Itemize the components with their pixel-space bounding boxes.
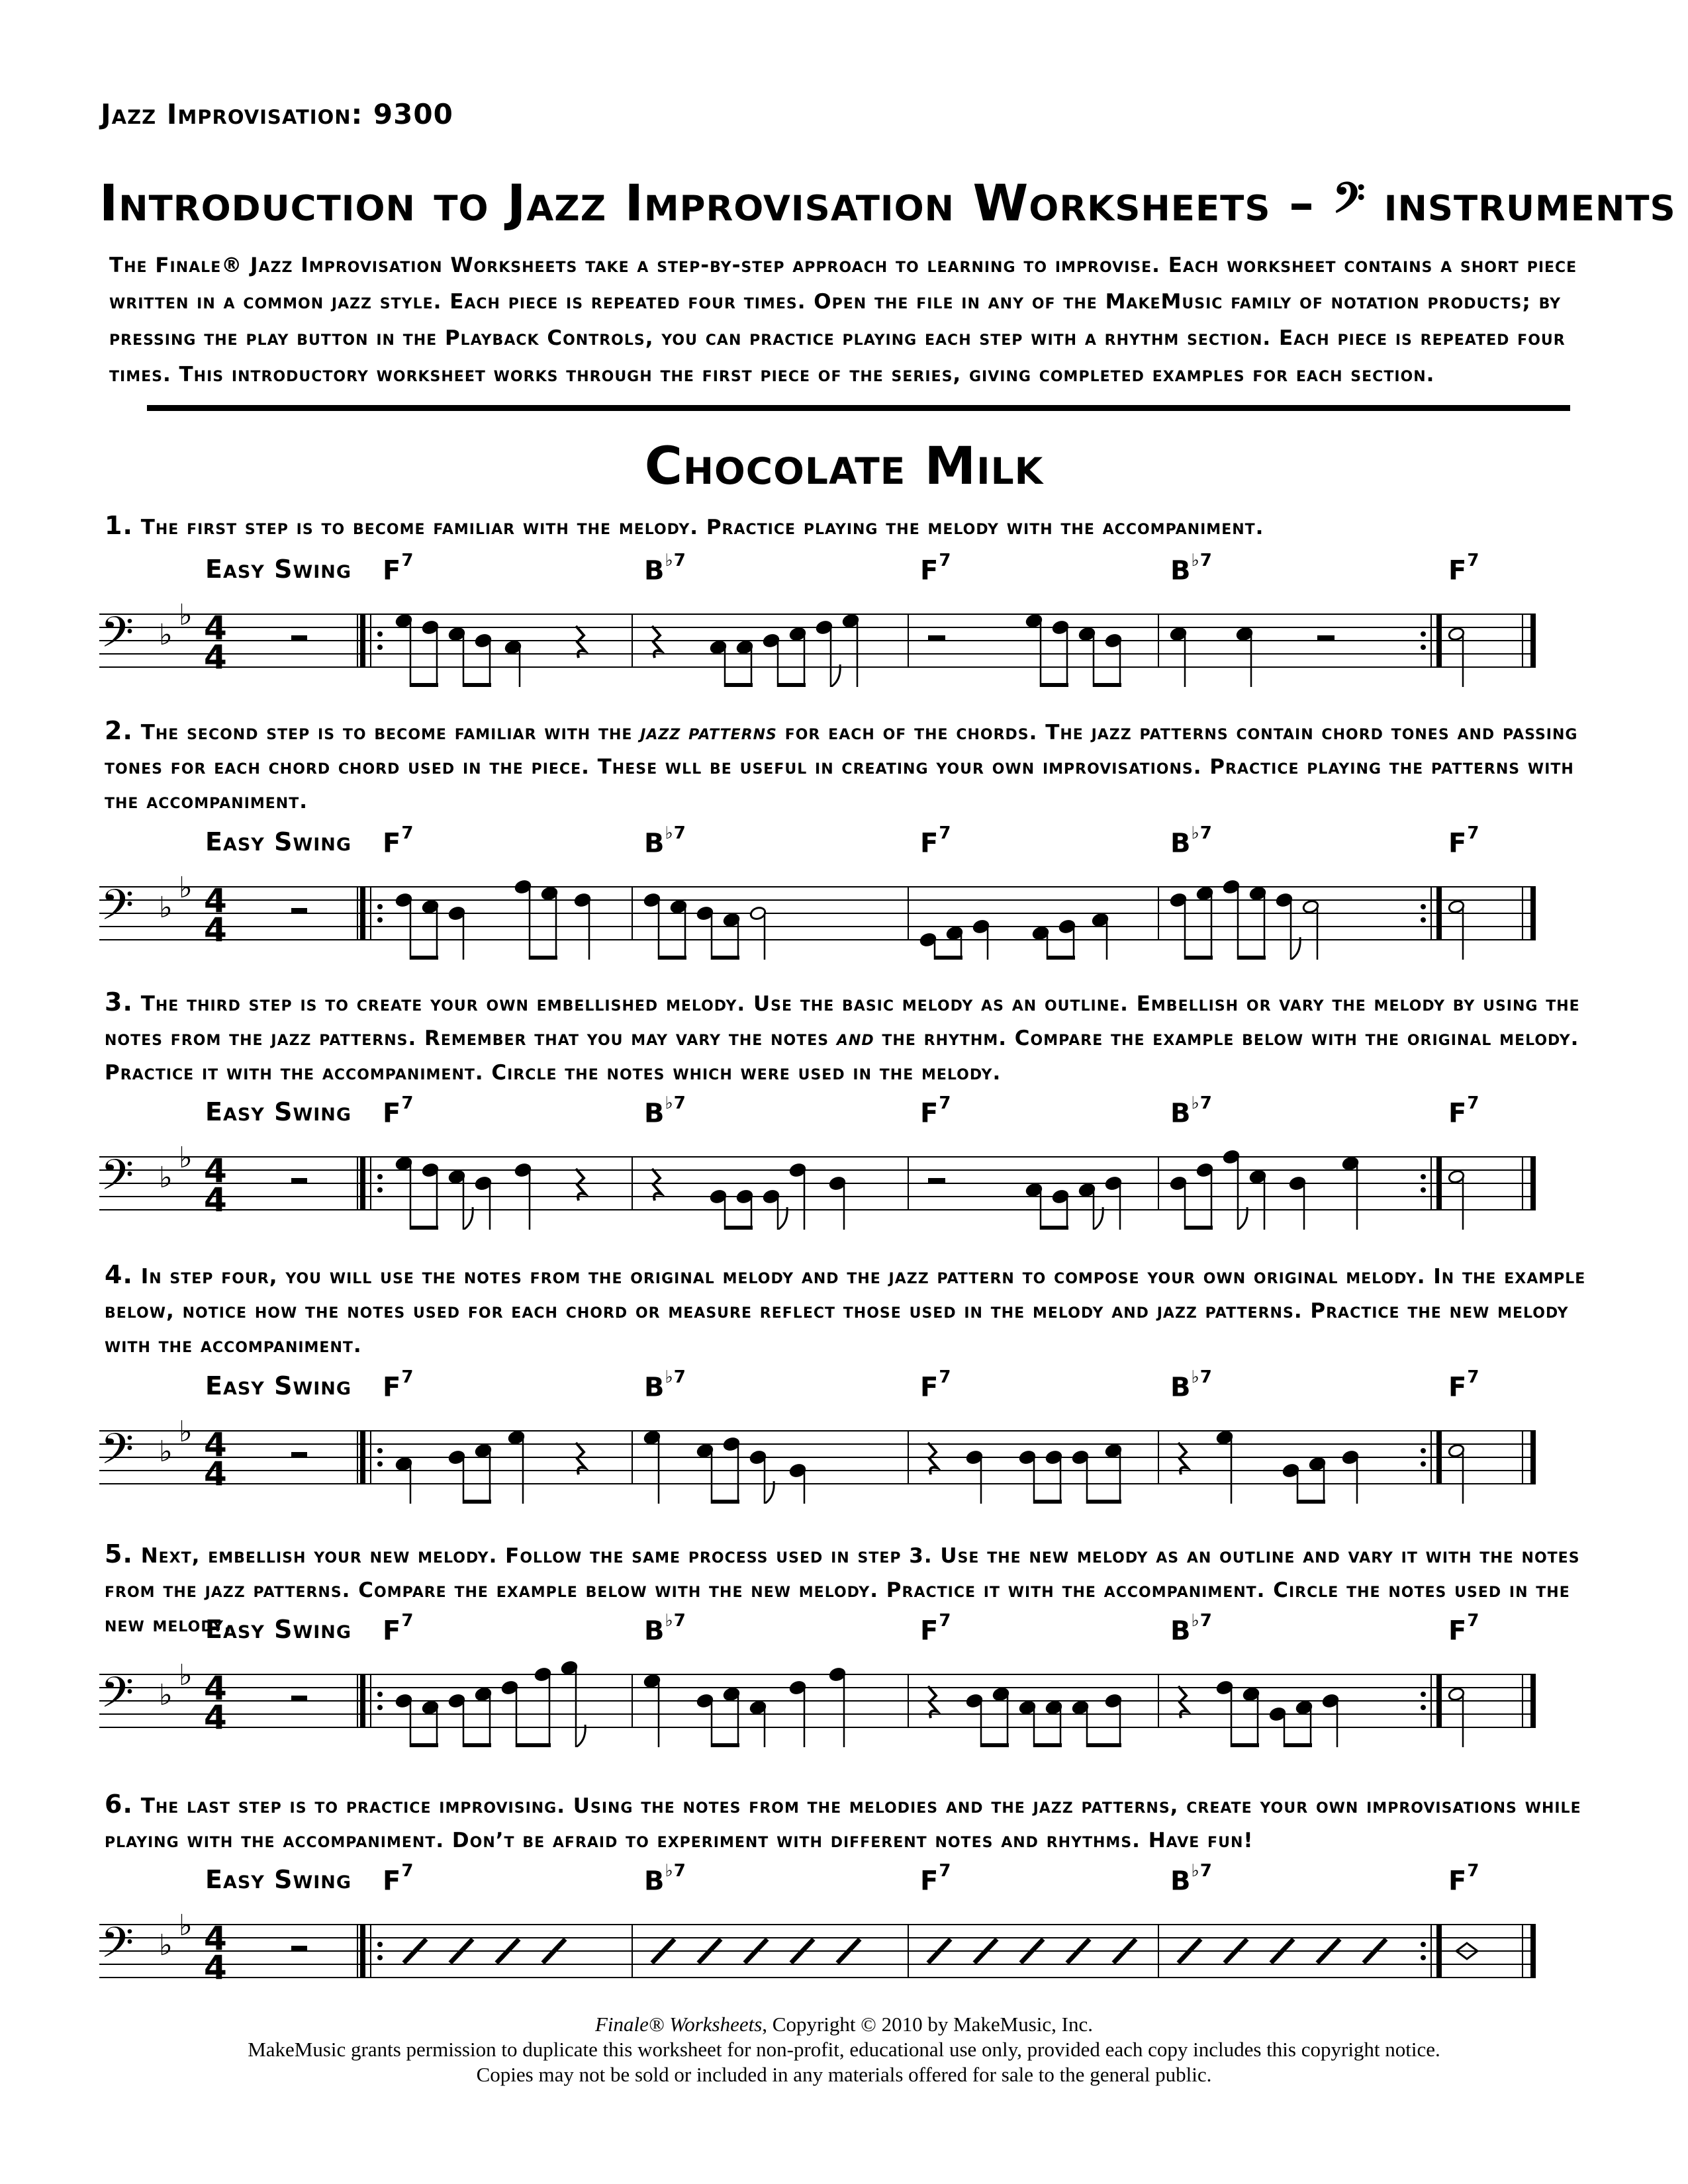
beam <box>711 1500 739 1504</box>
beam <box>1040 683 1068 687</box>
time-signature-bottom: 4 <box>204 1181 227 1219</box>
beam <box>410 956 438 960</box>
flag <box>463 1207 473 1230</box>
beam <box>410 683 438 687</box>
bass-clef-icon: 𝄢 <box>101 1668 134 1728</box>
step-number: 5. <box>105 1539 133 1569</box>
staff <box>93 860 1602 960</box>
chord-symbol: $B^{♭7}$ <box>1170 551 1213 586</box>
beam <box>516 1743 551 1747</box>
step-2-instructions <box>105 713 1594 819</box>
piece-title: Chocolate Milk <box>644 437 1044 496</box>
repeat-dot <box>1421 1461 1426 1467</box>
bass-clef-icon: 𝄢 <box>101 608 134 668</box>
tempo-marking: Easy Swing <box>205 1097 352 1126</box>
repeat-dot <box>1421 1942 1426 1947</box>
beam <box>711 1743 739 1747</box>
footer-line-1: Finale® Worksheets, Copyright © 2010 by MakeMusic, Inc. <box>595 2013 1093 2036</box>
step-emphasis: and <box>836 1026 874 1050</box>
chord-symbol: $F^7$ <box>1448 1861 1480 1897</box>
beam <box>1086 1500 1121 1504</box>
beam <box>1237 956 1266 960</box>
repeat-dot <box>1421 1448 1426 1453</box>
time-signature-bottom: 4 <box>204 638 227 676</box>
staff <box>93 1648 1602 1747</box>
step-6-instructions <box>105 1787 1594 1858</box>
footer-line-3: Copies may not be sold or included in any materials offered for sale to the general public. <box>476 2063 1212 2086</box>
chord-symbol: $F^7$ <box>920 1367 952 1403</box>
music-system-1 <box>93 551 1602 687</box>
repeat-dot <box>1421 1187 1426 1193</box>
chord-symbol: $F^7$ <box>1448 1367 1480 1403</box>
repeat-dot <box>377 1448 383 1453</box>
time-signature-top: 4 <box>204 1426 227 1464</box>
tempo-marking: Easy Swing <box>205 555 352 584</box>
beam <box>1040 1226 1068 1230</box>
quarter-rest <box>576 1169 585 1201</box>
half-rest <box>1317 635 1335 641</box>
beam <box>1033 1743 1062 1747</box>
beam <box>410 1226 438 1230</box>
copyright-footer <box>0 2012 1688 2087</box>
beam <box>463 1743 491 1747</box>
flag <box>778 1207 787 1230</box>
flat-icon: ♭ <box>159 618 173 652</box>
chord-symbol: $B^{♭7}$ <box>644 823 686 859</box>
intro-paragraph: The Finale® Jazz Improvisation Worksheets take a step-by-step approach to learning to improvise. Each worksheet contains a short piece written in a common jazz style. Each piece is repeated four times. Open the file in any of the MakeMusic family of notation products; by pressing the play button in the Playback Controls, you can practice playing each step with a rhythm section. Each piece is repeated four times. This introductory worksheet works through the first piece of the series, giving completed examples for each section. <box>109 253 1577 387</box>
bass-clef-icon: 𝄢 <box>101 1151 134 1210</box>
flat-icon: ♭ <box>159 1929 173 1962</box>
footer-line-2: MakeMusic grants permission to duplicate this worksheet for non-profit, educational use only, provided each copy includes this copyright notice. <box>248 2038 1440 2061</box>
flat-icon: ♭ <box>179 871 193 905</box>
step-emphasis: jazz patterns <box>640 721 777 745</box>
repeat-dot <box>1421 1705 1426 1710</box>
step-text: the rhythm. Compare the example below with the original melody. Practice it with the accompaniment. Circle the notes which were used in the melody. <box>105 1026 1579 1085</box>
time-signature-top: 4 <box>204 882 227 920</box>
beam <box>463 683 491 687</box>
chord-symbol: $B^{♭7}$ <box>644 1367 686 1403</box>
time-signature-bottom: 4 <box>204 1698 227 1737</box>
beam <box>1093 683 1121 687</box>
chord-symbol: $F^7$ <box>383 551 414 586</box>
flat-icon: ♭ <box>179 1909 193 1942</box>
repeat-dot <box>377 1461 383 1467</box>
beam <box>529 956 557 960</box>
chord-symbol: $F^7$ <box>383 1861 414 1897</box>
half-rest <box>291 1178 307 1183</box>
bass-clef-icon: 𝄢 <box>1333 173 1366 232</box>
flag <box>1291 937 1300 960</box>
staff <box>93 588 1602 687</box>
step-number: 6. <box>105 1790 133 1819</box>
flag <box>1238 1207 1247 1230</box>
chord-symbol: $B^{♭7}$ <box>644 1611 686 1647</box>
beam <box>1086 1743 1121 1747</box>
tempo-marking: Easy Swing <box>205 827 352 856</box>
step-number: 2. <box>105 716 133 745</box>
beam <box>1231 1743 1259 1747</box>
step-text: In step four, you will use the notes from the original melody and the jazz pattern to compose your own original melody. In the example below, notice how the notes used for each chord or measure reflect those used in the melody and jazz patterns. Practice the new melody with the accompaniment. <box>105 1265 1586 1357</box>
music-system-5 <box>93 1611 1602 1747</box>
chord-symbol: $B^{♭7}$ <box>1170 1861 1213 1897</box>
bass-clef-icon: 𝄢 <box>101 881 134 940</box>
chord-symbol: $F^7$ <box>1448 1611 1480 1647</box>
step-number: 1. <box>105 511 133 540</box>
quarter-rest <box>1178 1686 1188 1718</box>
tempo-marking: Easy Swing <box>205 1865 352 1894</box>
chord-symbol: $F^7$ <box>920 551 952 586</box>
beam <box>980 1743 1009 1747</box>
music-system-6 <box>93 1861 1602 1997</box>
beam <box>1047 956 1075 960</box>
chord-symbol: $F^7$ <box>920 1611 952 1647</box>
music-system-4 <box>93 1367 1602 1504</box>
beam <box>777 683 806 687</box>
flat-icon: ♭ <box>159 1161 173 1195</box>
quarter-rest <box>928 1686 937 1718</box>
repeat-dot <box>377 904 383 909</box>
time-signature-top: 4 <box>204 1919 227 1958</box>
step-text: for each of the chords. The jazz patterns contain chord tones and passing tones for each chord chord used in the piece. These wll be useful in creating your own improvisations. Practice playing the patterns with the accompaniment. <box>105 721 1578 813</box>
half-rest <box>928 635 945 641</box>
time-signature-bottom: 4 <box>204 1455 227 1493</box>
beam <box>1033 1500 1062 1504</box>
bass-clef-icon: 𝄢 <box>101 1919 134 1978</box>
repeat-dot <box>1421 631 1426 637</box>
repeat-dot <box>1421 917 1426 923</box>
chord-symbol: $F^7$ <box>1448 823 1480 859</box>
worksheet-title <box>99 173 1676 234</box>
flat-icon: ♭ <box>179 1415 193 1449</box>
flag <box>1094 1207 1103 1230</box>
chord-symbol: $B^{♭7}$ <box>1170 1093 1213 1129</box>
half-rest <box>291 1452 307 1457</box>
beam <box>1184 1226 1213 1230</box>
step-text: Next, embellish your new melody. Follow the same process used in step 3. Use the new melody as an outline and vary it with the notes from the jazz patterns. Compare the example below with the new melody. Practice it with the accompaniment. Circle the notes used in the new melody. <box>105 1544 1580 1637</box>
flag <box>576 1725 585 1747</box>
step-1-instructions <box>105 508 1594 545</box>
beam <box>1284 1743 1312 1747</box>
music-system-3 <box>93 1093 1602 1230</box>
flat-icon: ♭ <box>179 598 193 632</box>
half-rest <box>291 1946 307 1951</box>
chord-symbol: $F^7$ <box>383 1367 414 1403</box>
quarter-rest <box>1178 1443 1188 1475</box>
beam <box>1297 1500 1325 1504</box>
chord-symbol: $B^{♭7}$ <box>644 1093 686 1129</box>
flag <box>765 1481 774 1504</box>
tempo-marking: Easy Swing <box>205 1371 352 1400</box>
beam <box>410 1743 438 1747</box>
quarter-rest <box>576 1443 585 1475</box>
repeat-dot <box>1421 904 1426 909</box>
chord-symbol: $F^7$ <box>920 1861 952 1897</box>
chord-symbol: $F^7$ <box>920 1093 952 1129</box>
half-rest <box>291 635 307 641</box>
chord-symbol: $B^{♭7}$ <box>1170 1611 1213 1647</box>
chord-symbol: $F^7$ <box>1448 1093 1480 1129</box>
chord-symbol: $F^7$ <box>383 1093 414 1129</box>
chord-symbol: $F^7$ <box>1448 551 1480 586</box>
step-text: The first step is to become familiar with the melody. Practice playing the melody with the accompaniment. <box>140 516 1264 539</box>
title-text-end: instruments <box>1383 173 1676 232</box>
repeat-dot <box>377 1955 383 1960</box>
worksheet-code-label: Jazz Improvisation: 9300 <box>101 98 453 130</box>
music-system-2 <box>93 823 1602 960</box>
chord-symbol: $B^{♭7}$ <box>644 551 686 586</box>
quarter-rest <box>652 626 661 658</box>
time-signature-top: 4 <box>204 1152 227 1190</box>
step-number: 4. <box>105 1260 133 1289</box>
half-rest <box>291 908 307 913</box>
staff <box>93 1404 1602 1504</box>
step-text: The third step is to create your own embellished melody. Use the basic melody as an outline. Embellish or vary the melody by using the notes from the jazz patterns. Remember that you may vary the notes <box>105 992 1580 1050</box>
repeat-dot <box>1421 1955 1426 1960</box>
beam <box>1184 956 1213 960</box>
beam <box>711 956 739 960</box>
step-text: The second step is to become familiar with the <box>140 721 633 745</box>
chord-symbol: $B^{♭7}$ <box>644 1861 686 1897</box>
chord-symbol: $F^7$ <box>383 1611 414 1647</box>
step-text: The last step is to practice improvising. Using the notes from the melodies and the jazz patterns, create your own improvisations while playing with the accompaniment. Don’t be afraid to experiment with different notes and rhythms. Have fun! <box>105 1794 1581 1852</box>
repeat-dot <box>377 1174 383 1179</box>
repeat-dot <box>377 1692 383 1697</box>
chord-symbol: $F^7$ <box>383 823 414 859</box>
time-signature-bottom: 4 <box>204 1948 227 1987</box>
quarter-rest <box>928 1443 937 1475</box>
chord-symbol: $B^{♭7}$ <box>1170 1367 1213 1403</box>
half-rest <box>928 1178 945 1183</box>
repeat-dot <box>1421 645 1426 650</box>
flat-icon: ♭ <box>179 1141 193 1175</box>
flat-icon: ♭ <box>159 1678 173 1712</box>
staff <box>93 1130 1602 1230</box>
beam <box>724 683 753 687</box>
time-signature-top: 4 <box>204 609 227 647</box>
time-signature-top: 4 <box>204 1669 227 1707</box>
beam <box>658 956 686 960</box>
step-number: 3. <box>105 987 133 1017</box>
beam <box>934 956 962 960</box>
repeat-dot <box>377 1705 383 1710</box>
repeat-dot <box>377 645 383 650</box>
flat-icon: ♭ <box>159 1435 173 1469</box>
tempo-marking: Easy Swing <box>205 1615 352 1644</box>
repeat-dot <box>1421 1692 1426 1697</box>
repeat-dot <box>377 1187 383 1193</box>
step-4-instructions <box>105 1257 1594 1363</box>
time-signature-bottom: 4 <box>204 911 227 949</box>
chord-symbol: $B^{♭7}$ <box>1170 823 1213 859</box>
title-text-start: Introduction to Jazz Improvisation Worksheets – <box>99 173 1315 232</box>
half-rest <box>291 1696 307 1701</box>
quarter-rest <box>652 1169 661 1201</box>
bass-clef-icon: 𝄢 <box>101 1425 134 1484</box>
divider-rule <box>147 405 1570 411</box>
beam <box>724 1226 753 1230</box>
chord-symbol: $F^7$ <box>920 823 952 859</box>
quarter-rest <box>576 626 585 658</box>
repeat-dot <box>377 917 383 923</box>
step-3-instructions <box>105 985 1594 1090</box>
repeat-dot <box>377 631 383 637</box>
staff <box>93 1898 1602 1997</box>
repeat-dot <box>1421 1174 1426 1179</box>
beam <box>463 1500 491 1504</box>
flag <box>831 664 840 687</box>
repeat-dot <box>377 1942 383 1947</box>
flat-icon: ♭ <box>179 1659 193 1692</box>
flat-icon: ♭ <box>159 891 173 925</box>
